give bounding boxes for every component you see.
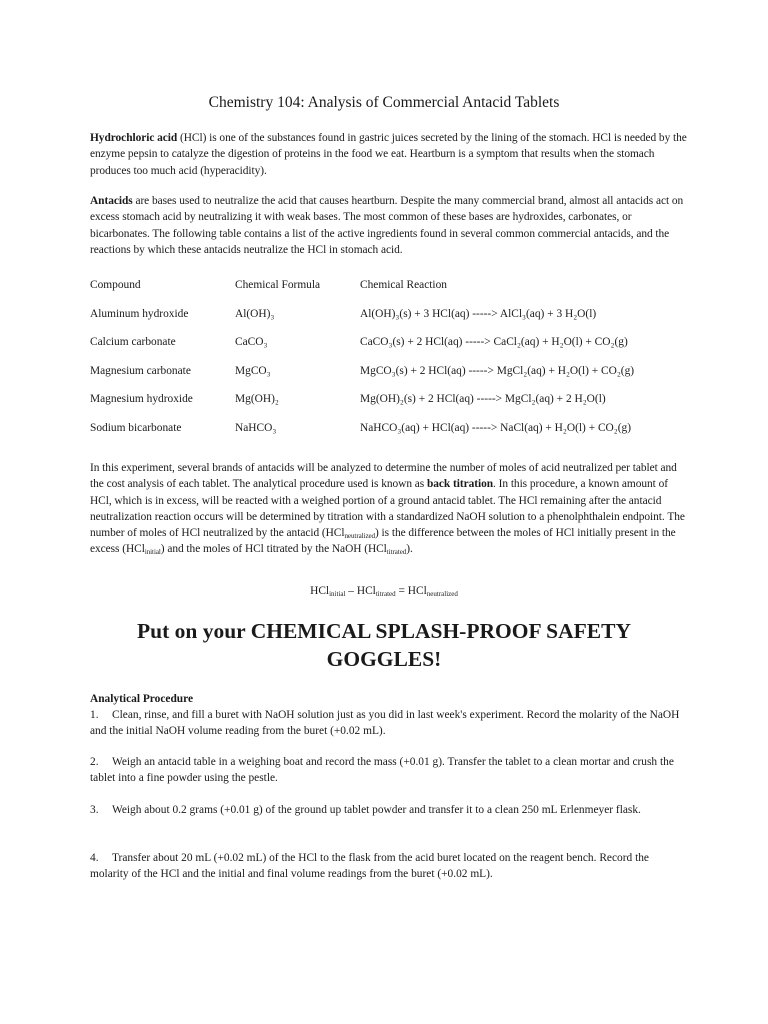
procedure-step bbox=[90, 802, 690, 818]
table-cell-reaction: Mg(OH)₂(s) + 2 HCl(aq) -----> MgCl₂(aq) + 2 H₂O(l) bbox=[360, 393, 606, 405]
table-cell-formula: CaCO₃ bbox=[235, 336, 268, 348]
document-title: Chemistry 104: Analysis of Commercial Antacid Tablets bbox=[208, 94, 560, 111]
table-cell-compound: Calcium carbonate bbox=[90, 336, 176, 348]
term-antacids: Antacids bbox=[90, 195, 133, 207]
subscript: titrated bbox=[375, 590, 396, 598]
experiment-text: ) is the difference between the moles of HCl initially present in the excess (HCl bbox=[90, 527, 676, 556]
warning-line: Put on your CHEMICAL SPLASH-PROOF SAFETY bbox=[137, 619, 631, 643]
antacid-table bbox=[0, 277, 768, 447]
subscript: neutralized bbox=[344, 532, 376, 541]
procedure-step bbox=[90, 850, 690, 882]
table-cell-formula: Mg(OH)₂ bbox=[235, 393, 279, 405]
subscript: initial bbox=[144, 548, 161, 557]
table-row bbox=[0, 420, 768, 436]
procedure-heading: Analytical Procedure bbox=[90, 693, 194, 705]
table-header-row bbox=[0, 277, 768, 293]
procedure-step bbox=[90, 754, 690, 786]
procedure-step bbox=[90, 707, 690, 739]
term-back-titration: back titration bbox=[426, 478, 494, 491]
table-row bbox=[0, 363, 768, 379]
table-cell-compound: Magnesium hydroxide bbox=[90, 393, 193, 405]
table-cell-compound: Aluminum hydroxide bbox=[90, 308, 189, 320]
intro-hcl-text: (HCl) is one of the substances found in gastric juices secreted by the lining of the stomach. HCl is needed by the enzyme pepsin to catalyze the digestion of proteins in the food we eat. Heartburn is a symptom that results when the stomach produces too much acid (hyperacidity). bbox=[90, 132, 687, 177]
step-number: 2. bbox=[90, 756, 99, 768]
subscript: neutralized bbox=[426, 590, 458, 598]
experiment-text: ). bbox=[406, 543, 413, 556]
step-number: 3. bbox=[90, 804, 99, 816]
equation-term: – HCl bbox=[345, 585, 376, 597]
step-number: 1. bbox=[90, 709, 99, 721]
equation-term: = HCl bbox=[395, 585, 427, 597]
table-row bbox=[0, 306, 768, 322]
table-header: Chemical Formula bbox=[235, 279, 321, 291]
table-cell-formula: MgCO₃ bbox=[235, 365, 271, 377]
experiment-text: . In this procedure, a known amount of HCl, which is in excess, will be reacted with a weighed portion of a ground antacid tablet. The HCl remaining after the antacid neutralization reaction occurs will be determined by titration with a standardized NaOH solution to a phenolphthalein endpoint. The number of moles of HCl neutralized by the antacid (HCl bbox=[90, 478, 685, 540]
experiment-text: In this experiment, several brands of antacids will be analyzed to determine the number of moles of acid neutralized per tablet and the cost analysis of each tablet. The analytical procedure used is known as bbox=[90, 462, 677, 491]
intro-antacids-text: are bases used to neutralize the acid that causes heartburn. Despite the many commercial brand, almost all antacids act on excess stomach acid by neutralizing it with weak bases. The most common of these bases are hydroxides, carbonates, or bicarbonates. The following table contains a list of the active ingredients found in several common commercial antacids, and the reactions by which these antacids neutralize the HCl in stomach acid. bbox=[90, 195, 684, 256]
step-text: Clean, rinse, and fill a buret with NaOH solution just as you did in last week's experiment. Record the molarity of the NaOH and the initial NaOH volume reading from the buret (+0.02 mL). bbox=[90, 709, 680, 737]
intro-paragraph-antacids bbox=[90, 193, 690, 258]
table-header: Chemical Reaction bbox=[360, 279, 447, 291]
table-cell-reaction: CaCO₃(s) + 2 HCl(aq) -----> CaCl₂(aq) + H₂O(l) + CO₂(g) bbox=[360, 336, 628, 348]
table-row bbox=[0, 334, 768, 350]
intro-paragraph-hcl bbox=[90, 130, 690, 179]
step-number: 4. bbox=[90, 852, 99, 864]
table-cell-reaction: Al(OH)₃(s) + 3 HCl(aq) -----> AlCl₃(aq) + 3 H₂O(l) bbox=[360, 308, 597, 320]
table-cell-formula: Al(OH)₃ bbox=[235, 308, 275, 320]
subscript: titrated bbox=[386, 548, 407, 557]
table-cell-reaction: MgCO₃(s) + 2 HCl(aq) -----> MgCl₂(aq) + H₂O(l) + CO₂(g) bbox=[360, 365, 635, 377]
step-text: Transfer about 20 mL (+0.02 mL) of the HCl to the flask from the acid buret located on the reagent bench. Record the molarity of the HCl and the initial and final volume readings from the buret (+0.02 mL). bbox=[90, 852, 649, 880]
warning-line: GOGGLES! bbox=[326, 647, 442, 671]
term-hydrochloric-acid: Hydrochloric acid bbox=[90, 132, 178, 144]
table-cell-compound: Magnesium carbonate bbox=[90, 365, 191, 377]
equation-term: HCl bbox=[310, 585, 330, 597]
step-text: Weigh about 0.2 grams (+0.01 g) of the ground up tablet powder and transfer it to a clean 250 mL Erlenmeyer flask. bbox=[112, 804, 641, 816]
table-cell-formula: NaHCO₃ bbox=[235, 422, 277, 434]
experiment-paragraph bbox=[90, 460, 690, 558]
neutralization-equation bbox=[0, 583, 768, 599]
table-row bbox=[0, 391, 768, 407]
table-cell-compound: Sodium bicarbonate bbox=[90, 422, 182, 434]
table-header: Compound bbox=[90, 279, 141, 291]
safety-goggles-warning bbox=[0, 617, 768, 673]
experiment-text: ) and the moles of HCl titrated by the NaOH (HCl bbox=[160, 543, 387, 556]
table-cell-reaction: NaHCO₃(aq) + HCl(aq) -----> NaCl(aq) + H₂O(l) + CO₂(g) bbox=[360, 422, 632, 434]
step-text: Weigh an antacid table in a weighing boat and record the mass (+0.01 g). Transfer the tablet to a clean mortar and crush the tablet into a fine powder using the pestle. bbox=[90, 756, 674, 784]
subscript: initial bbox=[329, 590, 346, 598]
